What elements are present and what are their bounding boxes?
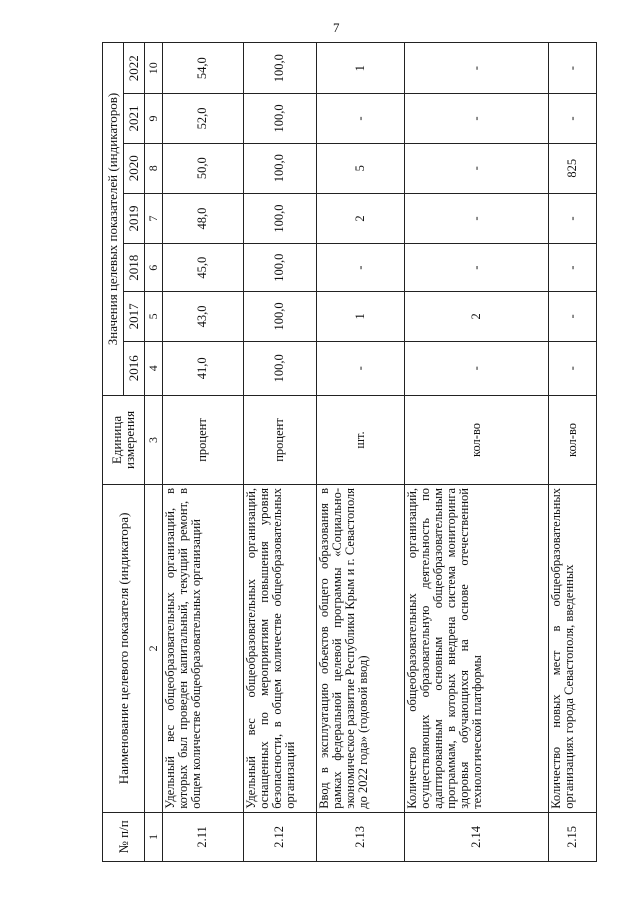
indicator-name: Удельный вес общеобразовательных организаций, оснащенных по мероприятиям повышения уровня безопасности, в общем количестве общеобразовательных организаций xyxy=(243,484,316,812)
value-2018: - xyxy=(317,244,405,292)
value-2017: 1 xyxy=(317,292,405,341)
col-number: 4 xyxy=(144,341,162,395)
value-2016: 100,0 xyxy=(243,341,316,395)
value-2016: - xyxy=(317,341,405,395)
value-2019: - xyxy=(548,193,596,243)
indicator-name: Количество общеобразовательных организаций, осуществляющих образовательную деятельность по адаптированным основным общеобразовательным программам, в которых внедрена система мониторинга здоровья обучающихся на основе отечественной технологической платформы xyxy=(404,484,548,812)
col-number: 9 xyxy=(144,94,162,143)
value-2021: - xyxy=(317,94,405,143)
value-2021: 100,0 xyxy=(243,94,316,143)
value-2018: 100,0 xyxy=(243,244,316,292)
value-2018: - xyxy=(548,244,596,292)
value-2022: 100,0 xyxy=(243,43,316,94)
header-no: № п/п xyxy=(103,812,145,861)
header-unit: Единица измерения xyxy=(103,395,145,484)
value-2019: 2 xyxy=(317,193,405,243)
table-row xyxy=(404,43,548,862)
col-number: 1 xyxy=(144,812,162,861)
value-2019: 48,0 xyxy=(162,193,243,243)
value-2016: - xyxy=(548,341,596,395)
indicators-table xyxy=(102,42,597,862)
unit: кол-во xyxy=(404,395,548,484)
row-number: 2.12 xyxy=(243,812,316,861)
value-2018: 45,0 xyxy=(162,244,243,292)
indicator-name: Удельный вес общеобразовательных организаций, в которых был проведен капитальный, текущий ремонт, в общем количестве общеобразовательных организаций xyxy=(162,484,243,812)
rotated-table-container xyxy=(102,42,597,862)
year-2016: 2016 xyxy=(123,341,144,395)
year-2018: 2018 xyxy=(123,244,144,292)
value-2022: 54,0 xyxy=(162,43,243,94)
value-2022: - xyxy=(548,43,596,94)
col-number: 8 xyxy=(144,143,162,193)
value-2020: 5 xyxy=(317,143,405,193)
value-2017: - xyxy=(548,292,596,341)
unit: шт. xyxy=(317,395,405,484)
year-2021: 2021 xyxy=(123,94,144,143)
value-2022: 1 xyxy=(317,43,405,94)
indicator-name: Ввод в эксплуатацию объектов общего образования в рамках федеральной целевой программы «Социально-экономическое развитие Республики Крым и г. Севастополя до 2022 года» (годовой ввод) xyxy=(317,484,405,812)
value-2020: - xyxy=(404,143,548,193)
column-numbers-row xyxy=(144,43,162,862)
table-row xyxy=(548,43,596,862)
unit: процент xyxy=(243,395,316,484)
value-2017: 43,0 xyxy=(162,292,243,341)
col-number: 6 xyxy=(144,244,162,292)
value-2018: - xyxy=(404,244,548,292)
table-row xyxy=(162,43,243,862)
value-2017: 2 xyxy=(404,292,548,341)
unit: кол-во xyxy=(548,395,596,484)
col-number: 3 xyxy=(144,395,162,484)
col-number: 10 xyxy=(144,43,162,94)
row-number: 2.13 xyxy=(317,812,405,861)
unit: процент xyxy=(162,395,243,484)
row-number: 2.15 xyxy=(548,812,596,861)
value-2016: 41,0 xyxy=(162,341,243,395)
col-number: 5 xyxy=(144,292,162,341)
value-2021: - xyxy=(548,94,596,143)
value-2020: 825 xyxy=(548,143,596,193)
year-2019: 2019 xyxy=(123,193,144,243)
value-2020: 100,0 xyxy=(243,143,316,193)
value-2016: - xyxy=(404,341,548,395)
value-2022: - xyxy=(404,43,548,94)
col-number: 2 xyxy=(144,484,162,812)
header-values: Значения целевых показателей (индикаторов) xyxy=(103,43,124,396)
table-row xyxy=(243,43,316,862)
year-2022: 2022 xyxy=(123,43,144,94)
value-2020: 50,0 xyxy=(162,143,243,193)
value-2019: 100,0 xyxy=(243,193,316,243)
value-2021: 52,0 xyxy=(162,94,243,143)
page-number: 7 xyxy=(333,20,340,35)
row-number: 2.11 xyxy=(162,812,243,861)
row-number: 2.14 xyxy=(404,812,548,861)
header-name: Наименование целевого показателя (индикатора) xyxy=(103,484,145,812)
year-2017: 2017 xyxy=(123,292,144,341)
value-2017: 100,0 xyxy=(243,292,316,341)
value-2021: - xyxy=(404,94,548,143)
table-row xyxy=(317,43,405,862)
col-number: 7 xyxy=(144,193,162,243)
value-2019: - xyxy=(404,193,548,243)
year-2020: 2020 xyxy=(123,143,144,193)
indicator-name: Количество новых мест в общеобразовательных организациях города Севастополя, введенных xyxy=(548,484,596,812)
